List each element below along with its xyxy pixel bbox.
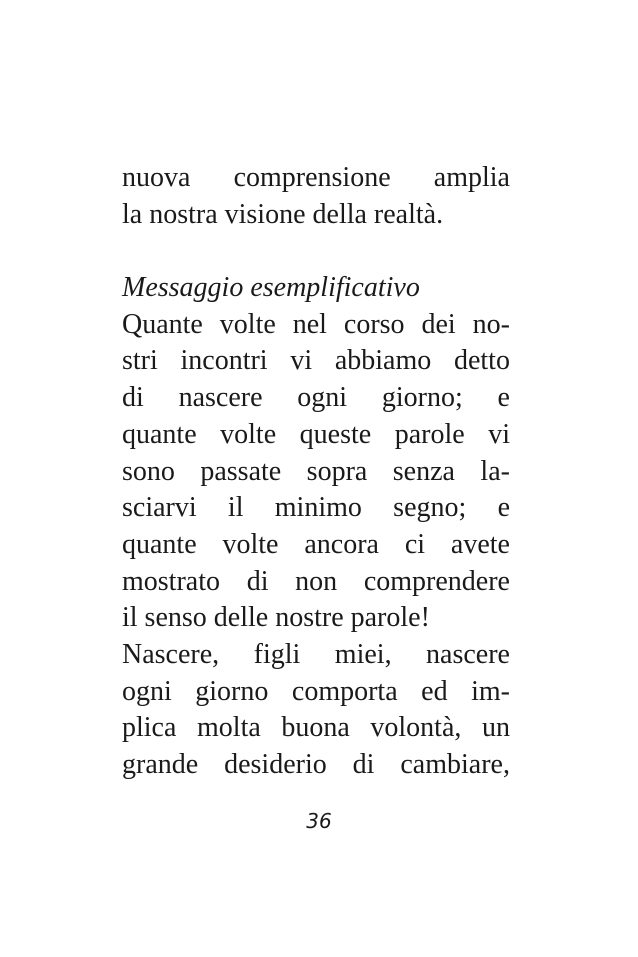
word: corso bbox=[343, 308, 405, 340]
word: ci bbox=[404, 528, 426, 560]
word: parole bbox=[394, 418, 465, 450]
word: abbiamo bbox=[334, 345, 432, 377]
word: giorno; bbox=[381, 382, 463, 414]
word: ogni bbox=[297, 382, 348, 414]
word: volte bbox=[222, 528, 279, 560]
word: la- bbox=[480, 455, 510, 487]
word: volontà, bbox=[370, 712, 462, 744]
word: il bbox=[227, 492, 244, 524]
word: queste bbox=[299, 418, 372, 450]
word: comprensione bbox=[233, 162, 391, 193]
word: e bbox=[497, 382, 510, 414]
word: di bbox=[352, 749, 375, 780]
word: stri bbox=[122, 345, 158, 377]
word: sopra bbox=[306, 455, 368, 487]
word: ogni bbox=[122, 675, 172, 707]
text-line bbox=[122, 380, 510, 417]
word: buona bbox=[281, 712, 350, 744]
word: sono bbox=[122, 455, 175, 487]
word: incontri bbox=[180, 345, 268, 377]
text-line bbox=[122, 564, 510, 601]
word: di bbox=[122, 382, 144, 414]
word: ed bbox=[421, 675, 448, 707]
word: sciarvi bbox=[122, 492, 197, 524]
word: grande bbox=[122, 749, 199, 780]
text-line bbox=[122, 307, 510, 344]
text-line bbox=[122, 160, 510, 197]
text-line bbox=[122, 417, 510, 454]
word: non bbox=[295, 565, 338, 597]
word: comprendere bbox=[363, 565, 510, 597]
word: nascere bbox=[426, 638, 510, 670]
word: amplia bbox=[433, 162, 510, 193]
word: cambiare, bbox=[400, 749, 510, 780]
text-line bbox=[122, 490, 510, 527]
word: di bbox=[246, 565, 269, 597]
word: avete bbox=[450, 528, 510, 560]
page-number: 36 bbox=[306, 809, 332, 833]
word: ancora bbox=[304, 528, 379, 560]
word: desiderio bbox=[224, 749, 327, 780]
word: giorno bbox=[195, 675, 269, 707]
word: quante bbox=[122, 418, 197, 450]
word: figli bbox=[253, 638, 301, 670]
text-line bbox=[122, 747, 510, 784]
word: volte bbox=[219, 308, 276, 340]
word: e bbox=[497, 492, 510, 524]
text-line bbox=[122, 527, 510, 564]
word: un bbox=[482, 712, 510, 744]
word: mostrato bbox=[122, 565, 220, 597]
word: no- bbox=[472, 308, 510, 340]
word: nuova bbox=[122, 162, 191, 193]
word: quante bbox=[122, 528, 197, 560]
text-line bbox=[122, 343, 510, 380]
word: Quante bbox=[122, 308, 203, 340]
word: nascere bbox=[178, 382, 263, 414]
word: plica bbox=[122, 712, 177, 744]
word: volte bbox=[220, 418, 277, 450]
word: molta bbox=[197, 712, 261, 744]
text-line bbox=[122, 637, 510, 674]
word: segno; bbox=[393, 492, 467, 524]
word: miei, bbox=[334, 638, 392, 670]
word: detto bbox=[453, 345, 510, 377]
word: senza bbox=[392, 455, 455, 487]
word: im- bbox=[471, 675, 510, 707]
word: minimo bbox=[274, 492, 362, 524]
text-line bbox=[122, 454, 510, 491]
word: dei bbox=[421, 308, 456, 340]
text-line: il senso delle nostre parole! bbox=[122, 602, 430, 634]
text-line bbox=[122, 674, 510, 711]
paragraph-gap bbox=[122, 233, 510, 270]
text-line bbox=[122, 710, 510, 747]
word: vi bbox=[290, 345, 313, 377]
word: Nascere, bbox=[122, 638, 220, 670]
word: passate bbox=[200, 455, 282, 487]
body-text bbox=[122, 160, 510, 784]
text-line: la nostra visione della realtà. bbox=[122, 198, 444, 230]
word: comporta bbox=[291, 675, 398, 707]
word: vi bbox=[488, 418, 510, 450]
section-heading: Messaggio esemplificativo bbox=[122, 272, 420, 304]
word: nel bbox=[292, 308, 327, 340]
